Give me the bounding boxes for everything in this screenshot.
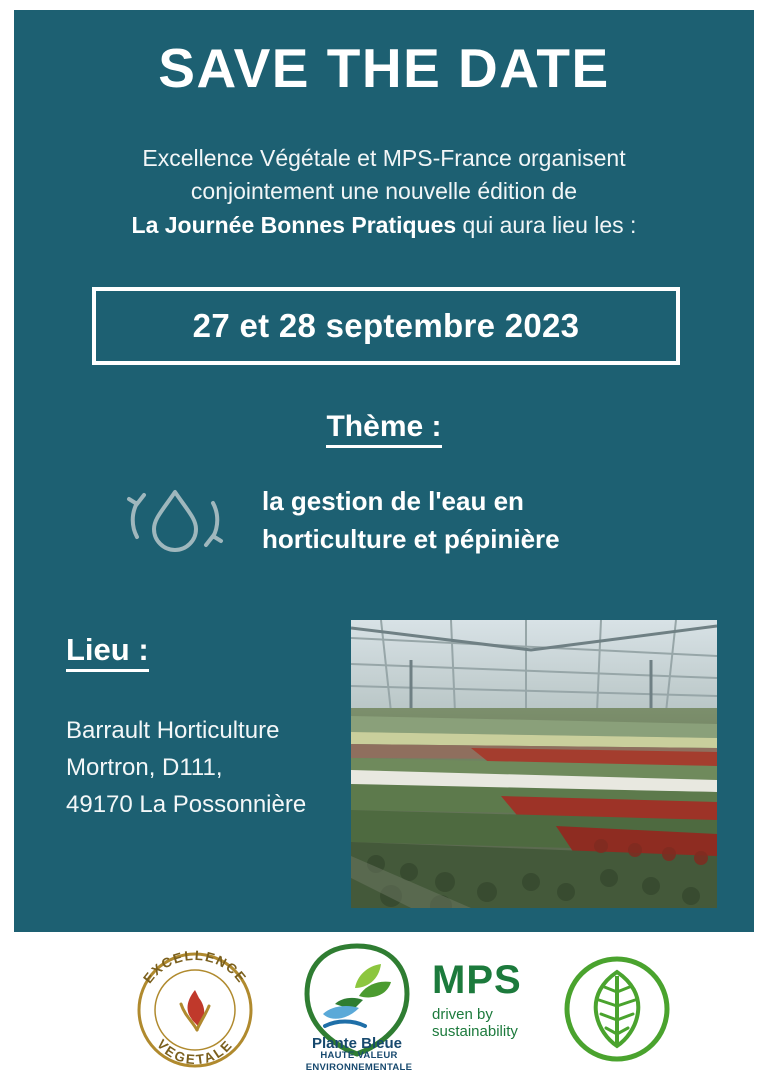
mps-logo — [432, 960, 557, 1060]
mps-tagline — [432, 1006, 557, 1041]
excellence-vegetale-bottom-text: VEGETALE — [154, 1036, 236, 1068]
plante-bleue-text: Plante Bleue — [311, 1035, 403, 1052]
svg-text:VEGETALE — [154, 1037, 236, 1068]
venue-line-2: Mortron, D111, — [66, 754, 223, 782]
plante-bleue-caption — [285, 1050, 433, 1074]
theme-heading — [14, 410, 754, 444]
plante-bleue-caption-line-1: HAUTE VALEUR — [320, 1050, 398, 1061]
mps-tagline-line-1: driven by — [432, 1006, 493, 1023]
theme-text — [262, 483, 682, 558]
intro-paragraph — [54, 142, 714, 242]
excellence-vegetale-top-text: EXCELLENCE — [140, 947, 250, 987]
water-cycle-icon — [110, 465, 240, 575]
date-box — [92, 287, 680, 365]
venue-heading — [66, 632, 149, 668]
venue-address — [66, 712, 356, 824]
event-date: 27 et 28 septembre 2023 — [192, 307, 580, 344]
footer-logos — [0, 932, 768, 1087]
mps-leaf-icon — [562, 954, 672, 1064]
intro-line-3 — [54, 209, 714, 242]
event-name: La Journée Bonnes Pratiques — [131, 211, 457, 238]
mps-wordmark: MPS — [432, 958, 522, 1002]
plante-bleue-caption-line-2: ENVIRONNEMENTALE — [305, 1061, 413, 1073]
theme-text-line-1: la gestion de l'eau en — [262, 486, 524, 516]
mps-tagline-line-2: sustainability — [432, 1023, 518, 1041]
theme-heading-label: Thème : — [326, 410, 441, 448]
intro-line-2: conjointement une nouvelle édition de — [190, 178, 578, 205]
greenhouse-photo — [351, 620, 717, 908]
excellence-vegetale-logo — [125, 944, 265, 1072]
intro-line-3-rest: qui aura lieu les : — [456, 211, 637, 238]
poster-main-panel — [14, 10, 754, 932]
venue-line-1: Barrault Horticulture — [66, 717, 280, 744]
intro-line-1: Excellence Végétale et MPS-France organisent — [142, 145, 626, 171]
theme-text-line-2: horticulture et pépinière — [262, 523, 560, 554]
venue-line-3: 49170 La Possonnière — [66, 791, 307, 819]
page-title: SAVE THE DATE — [158, 37, 610, 99]
venue-heading-label: Lieu : — [66, 632, 149, 672]
